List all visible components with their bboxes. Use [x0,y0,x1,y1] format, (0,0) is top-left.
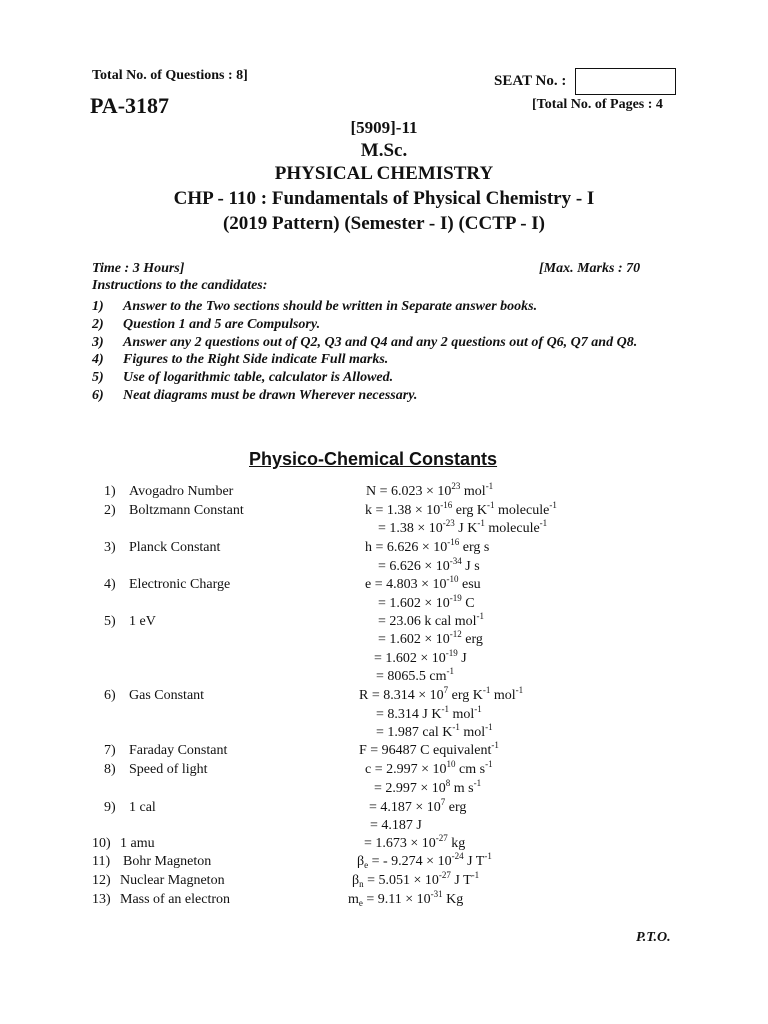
instruction-text: Answer to the Two sections should be written in Separate answer books. [123,299,538,314]
constant-value: = $1.38 \times 10^{-23}$ J $K^{-1}$ molecule$^{-1}$ [378,518,548,536]
instruction-text: Answer any 2 questions out of Q2, Q3 and Q4 and any 2 questions out of Q6, Q7 and Q8. [123,335,638,350]
constant-label: Mass of an electron [120,892,231,907]
time-allowed: Time : 3 Hours] [92,261,185,276]
constant-label: Electronic Charge [129,577,231,592]
constant-row-light-alt [0,778,768,800]
constant-label: Nuclear Magneton [120,873,225,888]
subject-title: PHYSICAL CHEMISTRY [274,163,494,184]
constant-value: = $2.997 \times 10^8$ m $s^{-1}$ [374,778,482,796]
constant-label: Avogadro Number [129,484,234,499]
constant-value: = $1.602 \times 10^{-19}$ C [378,593,475,611]
course-title: CHP - 110 : Fundamentals of Physical Chemistry - I [173,188,595,209]
constant-label: 1 eV [129,614,156,629]
pattern-line: (2019 Pattern) (Semester - I) (CCTP - I) [222,213,546,234]
instruction-number: 6) [92,388,104,403]
instruction-text: Use of logarithmic table, calculator is Allowed. [123,370,394,385]
constant-row-planck [0,537,768,559]
constant-value: $m_e = 9.11 \times 10^{-31}$ Kg [348,889,464,908]
constant-value: = 4.187 J [370,818,422,833]
constant-value: = 8.314 J $K^{-1}$ mol$^{-1}$ [376,704,482,722]
constant-value: $c = 2.997 \times 10^{10}$ cm $s^{-1}$ [365,759,493,777]
constant-number: 4) [104,577,116,592]
instruction-number: 3) [92,335,104,350]
constant-number: 6) [104,688,116,703]
constant-value: = $4.187 \times 10^7$ erg [369,797,467,815]
constant-row-bohr [0,851,768,873]
constant-value: = $1.602 \times 10^{-19}$ J [374,648,467,666]
constant-number: 2) [104,503,116,518]
paper-id: [5909]-11 [350,118,418,137]
seat-number-label: SEAT No. : [494,73,567,89]
constant-row-charge-alt [0,593,768,615]
constant-row-nuclear [0,870,768,892]
degree: M.Sc. [360,140,408,161]
constant-row-faraday [0,740,768,762]
instruction-number: 5) [92,370,104,385]
constant-value: F = 96487 C equivalent$^{-1}$ [359,740,499,758]
constant-value: $N = 6.023 \times 10^{23}$ mol$^{-1}$ [366,481,494,499]
constant-row-ev-alt [0,648,768,670]
constant-value: = $6.626 \times 10^{-34}$ J s [378,556,480,574]
constant-row-gas [0,685,768,707]
constant-value: $e = 4.803 \times 10^{-10}$ esu [365,574,481,592]
constant-label: Faraday Constant [129,743,228,758]
constant-number: 7) [104,743,116,758]
constant-row-boltzmann-alt [0,518,768,540]
constant-row-boltzmann [0,500,768,522]
constant-number: 3) [104,540,116,555]
constant-row-charge [0,574,768,596]
paper-code: PA-3187 [90,93,170,118]
total-pages: [Total No. of Pages : 4 [532,97,663,112]
instruction-number: 1) [92,299,104,314]
constant-label: Gas Constant [129,688,205,703]
constant-row-amu [0,833,768,855]
constant-value: = $1.602 \times 10^{-12}$ erg [378,629,483,647]
constant-value: $\beta_e$ = - $9.274 \times 10^{-24}$ J $T^{-1}$ [357,851,492,870]
instruction-number: 4) [92,352,104,367]
instructions-heading: Instructions to the candidates: [92,278,268,293]
constant-value: = 8065.5 $cm^{-1}$ [376,666,454,684]
constant-label: Speed of light [129,762,208,777]
constant-number: 12) [92,873,111,888]
constant-number: 13) [92,892,111,907]
constant-row-cal [0,797,768,819]
constant-value: $k = 1.38 \times 10^{-16}$ erg $K^{-1}$ molecule$^{-1}$ [365,500,557,518]
constant-value: $R = 8.314 \times 10^7$ erg $K^{-1}$ mol$^{-1}$ [359,685,524,703]
constant-value: = 1.987 cal $K^{-1}$ mol$^{-1}$ [376,722,493,740]
constant-row-planck-alt [0,556,768,578]
total-questions: Total No. of Questions : 8] [92,68,248,83]
instruction-number: 2) [92,317,104,332]
constant-row-ev [0,611,768,633]
constant-label: 1 cal [129,800,156,815]
constant-row-ev-alt [0,629,768,651]
constant-label: 1 amu [120,836,155,851]
constant-label: Boltzmann Constant [129,503,244,518]
constant-value: = 23.06 k cal mol$^{-1}$ [378,611,484,629]
constant-row-avogadro [0,481,768,503]
constant-row-gas-alt [0,704,768,726]
max-marks: [Max. Marks : 70 [539,261,641,276]
instruction-text: Neat diagrams must be drawn Wherever necessary. [123,388,418,403]
constant-number: 1) [104,484,116,499]
constant-row-gas-alt [0,722,768,744]
constant-number: 8) [104,762,116,777]
please-turn-over: P.T.O. [636,930,671,945]
constant-label: Bohr Magneton [123,854,212,869]
constant-number: 5) [104,614,116,629]
constant-number: 11) [92,854,111,869]
instruction-text: Figures to the Right Side indicate Full marks. [123,352,389,367]
constant-row-cal-alt [0,818,768,837]
constant-value: $h = 6.626 \times 10^{-16}$ erg s [365,537,490,555]
instruction-text: Question 1 and 5 are Compulsory. [123,317,321,332]
constant-value: = $1.673 \times 10^{-27}$ kg [364,833,466,851]
constant-row-light [0,759,768,781]
constant-label: Planck Constant [129,540,221,555]
constant-value: $\beta_n = 5.051 \times 10^{-27}$ J $T^{-1}$ [352,870,480,889]
constant-row-ev-alt [0,666,768,688]
constant-number: 10) [92,836,111,851]
constant-number: 9) [104,800,116,815]
constants-title: Physico-Chemical Constants [249,449,498,469]
constant-row-electron-mass [0,889,768,911]
